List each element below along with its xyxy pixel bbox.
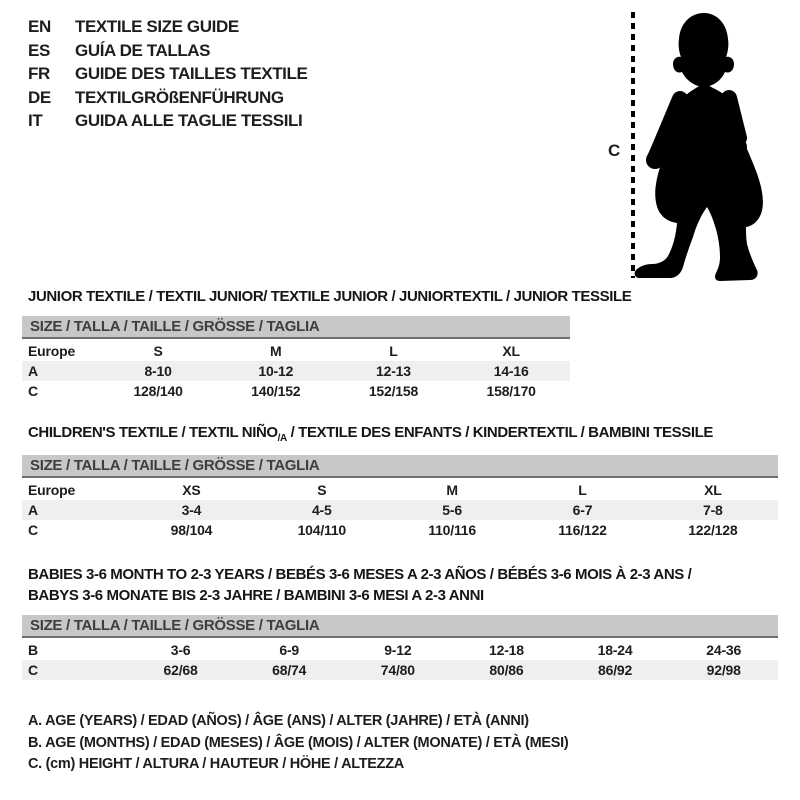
row-label: Europe [28,482,76,498]
guide-title-es: GUÍA DE TALLAS [75,40,211,60]
age-cell: 6-7 [572,502,593,518]
silhouette-head [673,13,734,87]
table-row [22,660,778,680]
height-cell: 140/152 [251,383,301,399]
row-label: C [28,383,38,399]
babies-textile-title [28,564,778,606]
junior-size-table [22,341,570,401]
row-label: B [28,642,38,658]
silhouette-body [635,84,763,281]
row-label: C [28,662,38,678]
language-row-de [28,86,307,110]
toddler-silhouette-icon [600,0,800,290]
table-row [22,480,778,500]
months-cell: 24-36 [706,642,742,658]
row-label: Europe [28,343,76,359]
table-row [22,500,778,520]
height-cell: 62/68 [163,662,198,678]
height-cell: 92/98 [706,662,741,678]
height-cell: 116/122 [558,522,607,538]
height-cell: 104/110 [297,522,346,538]
size-cell: M [446,482,458,498]
language-code: FR [28,64,50,83]
legend-height-cm: C. (cm) HEIGHT / ALTURA / HAUTEUR / HÖHE / ALTEZZA [28,756,404,772]
height-cell: 68/74 [272,662,307,678]
age-cell: 3-4 [181,502,202,518]
size-cell: XS [182,482,201,498]
title-subscript: /A [277,433,287,444]
age-cell: 7-8 [702,502,723,518]
size-header-bar: SIZE / TALLA / TAILLE / GRÖSSE / TAGLIA [22,455,778,478]
size-cell: S [317,482,327,498]
height-cell: 98/104 [170,522,213,538]
months-cell: 18-24 [597,642,633,658]
language-row-fr [28,62,307,86]
silhouette-right-arm [729,98,739,138]
language-code: EN [28,17,51,36]
age-cell: 12-13 [376,363,411,379]
junior-textile-title: JUNIOR TEXTILE / TEXTIL JUNIOR/ TEXTILE JUNIOR / JUNIORTEXTIL / JUNIOR TESSILE [28,288,632,305]
language-title-list [28,15,307,133]
babies-title-line1: BABIES 3-6 MONTH TO 2-3 YEARS / BEBÉS 3-6 MESES A 2-3 AÑOS / BÉBÉS 3-6 MOIS À 2-3 ANS / [28,566,692,583]
childrens-textile-title [28,424,778,444]
age-cell: 8-10 [144,363,172,379]
table-row [22,640,778,660]
height-cell: 128/140 [133,383,183,399]
height-measure-label: C [608,141,621,160]
row-label: A [28,502,38,518]
size-cell: L [578,482,587,498]
legend-age-months: B. AGE (MONTHS) / EDAD (MESES) / ÂGE (MOIS) / ALTER (MONATE) / ETÀ (MESI) [28,734,569,751]
height-cell: 152/158 [368,383,419,399]
height-cell: 86/92 [598,662,633,678]
months-cell: 6-9 [279,642,300,658]
silhouette-left-hand [646,151,664,169]
table-row [22,341,570,361]
height-cell: 122/128 [688,522,738,538]
table-row [22,361,570,381]
language-code: IT [28,111,43,130]
height-measure-figure [600,0,800,290]
height-cell: 110/116 [428,522,476,538]
babies-textile-section [22,564,778,680]
size-header-bar: SIZE / TALLA / TAILLE / GRÖSSE / TAGLIA [22,316,570,339]
months-cell: 9-12 [384,642,412,658]
age-cell: 5-6 [442,502,462,518]
size-cell: XL [704,482,722,498]
age-cell: 14-16 [493,363,529,379]
row-label: C [28,522,38,538]
title-prefix: CHILDREN'S TEXTILE / TEXTIL NIÑO [28,424,278,441]
row-label: A [28,363,38,379]
height-cell: 80/86 [489,662,524,678]
title-suffix: / TEXTILE DES ENFANTS / KINDERTEXTIL / BAMBINI TESSILE [286,424,713,441]
measure-legend [28,711,568,776]
months-cell: 12-18 [489,642,524,658]
size-header-bar: SIZE / TALLA / TAILLE / GRÖSSE / TAGLIA [22,615,778,638]
childrens-size-table [22,480,778,540]
language-row-es [28,39,307,63]
childrens-textile-section [22,424,778,540]
table-row [22,381,570,401]
guide-title-en: TEXTILE SIZE GUIDE [75,17,239,36]
age-cell: 10-12 [258,363,294,379]
height-cell: 74/80 [380,662,415,678]
language-code: ES [28,40,50,60]
guide-title-de: TEXTILGRÖßENFÜHRUNG [75,87,284,107]
size-cell: XL [502,343,520,359]
guide-title-fr: GUIDE DES TAILLES TEXTILE [75,64,308,83]
babies-size-table [22,640,778,680]
size-cell: S [153,343,163,359]
babies-title-line2: BABYS 3-6 MONATE BIS 2-3 JAHRE / BAMBINI 3-6 MESI A 2-3 ANNI [28,587,484,604]
months-cell: 3-6 [170,642,191,658]
age-cell: 4-5 [311,502,332,518]
silhouette-right-hand [729,138,747,156]
language-row-en [28,15,307,39]
language-row-it [28,109,307,133]
height-cell: 158/170 [486,383,536,399]
size-cell: M [270,343,282,359]
legend-age-years: A. AGE (YEARS) / EDAD (AÑOS) / ÂGE (ANS) / ALTER (JAHRE) / ETÀ (ANNI) [28,713,529,729]
size-cell: L [389,343,398,359]
junior-textile-section [22,288,632,401]
guide-title-it: GUIDA ALLE TAGLIE TESSILI [75,111,303,130]
table-row [22,520,778,540]
language-code: DE [28,87,51,107]
